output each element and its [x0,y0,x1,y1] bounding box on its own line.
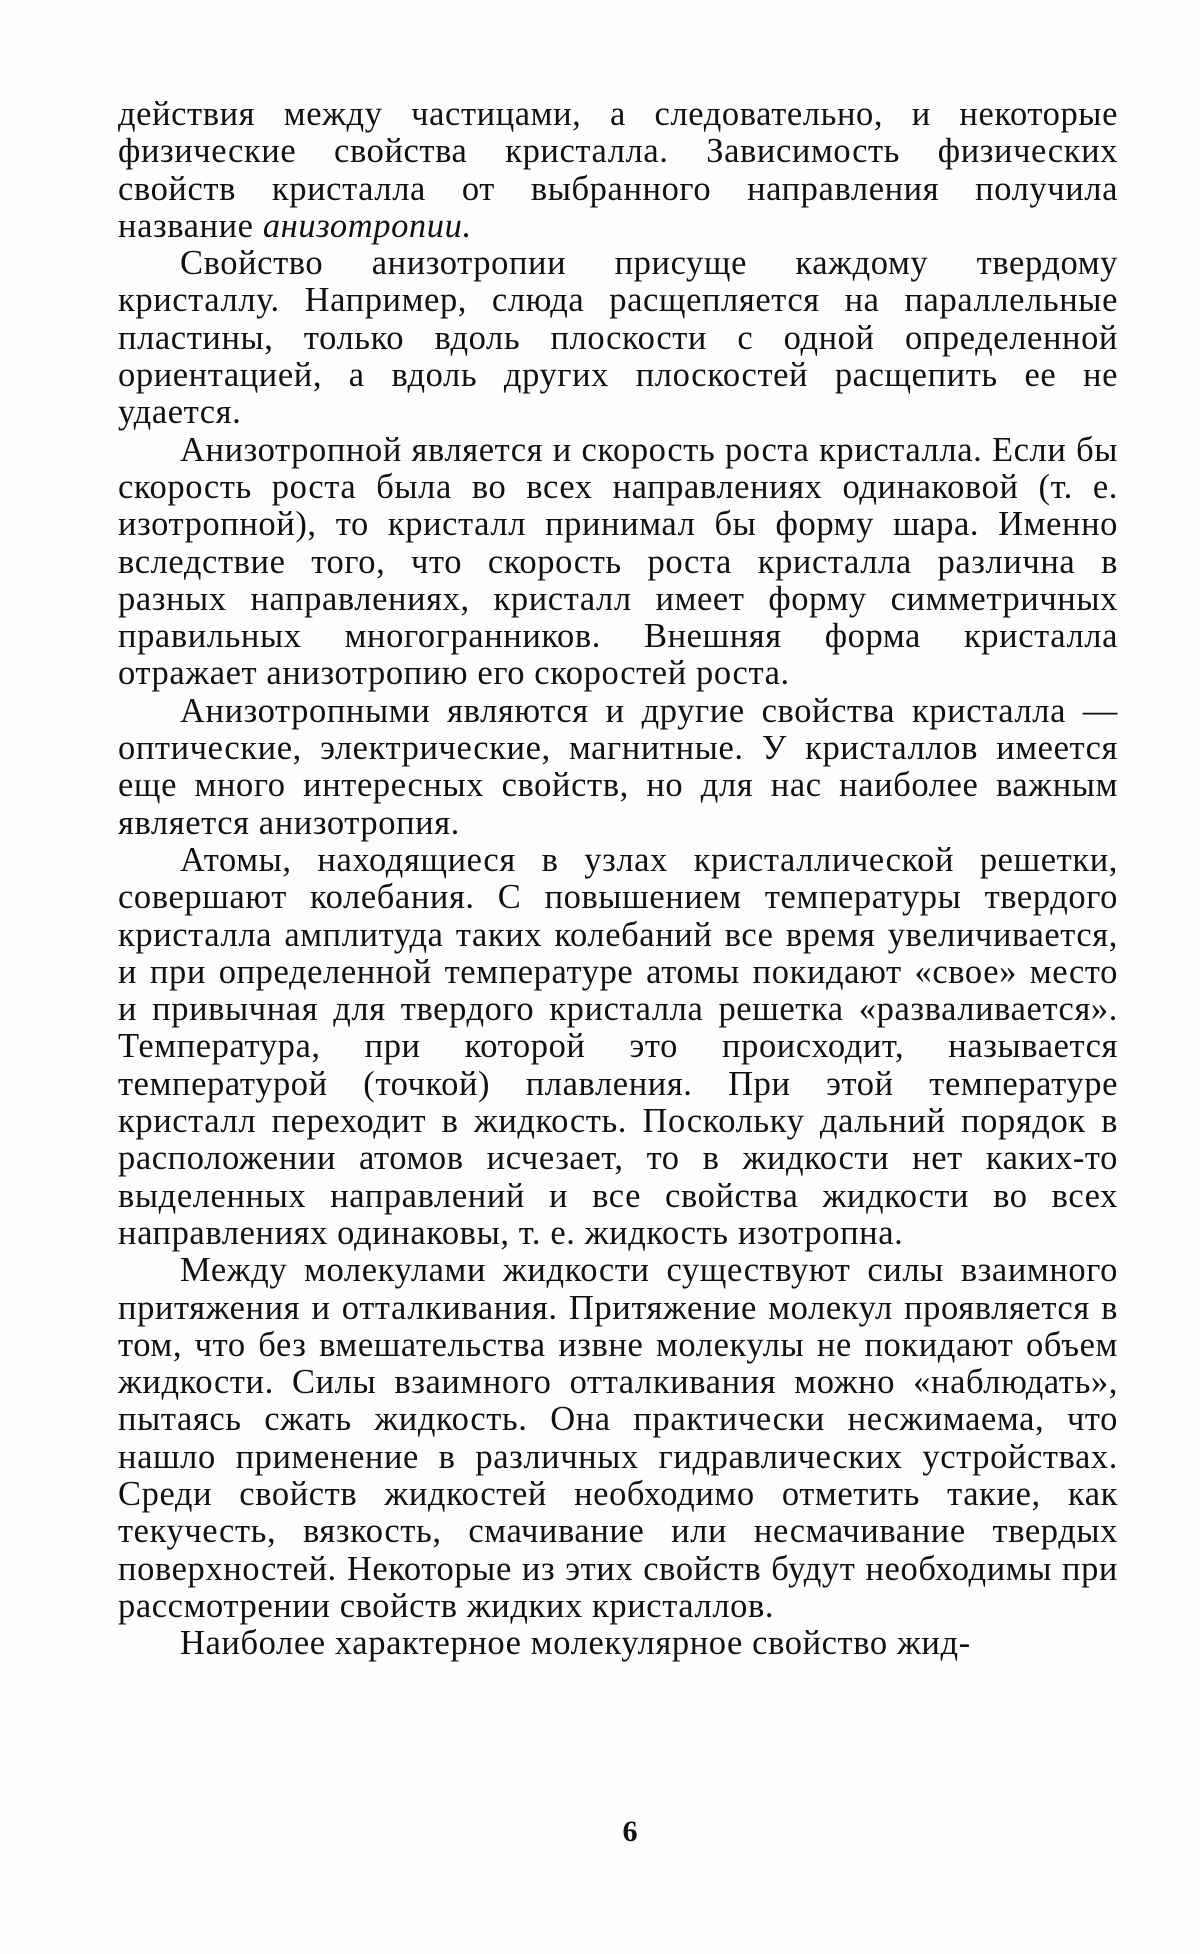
paragraph-7: Наиболее характерное молекулярное свойство жид- [180,1624,971,1663]
term-anisotropy: анизотропии. [262,206,472,245]
paragraph-2: Свойство анизотропии присуще каждому твердому кристаллу. Например, слюда расщепляется на параллельные пластины, только вдоль плоскости с одной определенной ориентацией, а вдоль других плоскостей расщепить ее не удается. [118,244,1118,432]
paragraph-4: Анизотропными являются и другие свойства кристалла — оптические, электрические, магнитные. У кристаллов имеется еще много интересных свойств, но для нас наиболее важным является анизотропия. [118,691,1118,842]
paragraph-5: Атомы, находящиеся в узлах кристаллической решетки, совершают колебания. С повышением температуры твердого кристалла амплитуда таких колебаний все время увеличивается, и при определенной температуре атомы покидают «свое» место и привычная для твердого кристалла решетка «разваливается». Температура, при которой это происходит, называется температурой (точкой) плавления. При этой температуре кристалл переходит в жидкость. Поскольку дальний порядок в расположении атомов исчезает, то в жидкости нет каких-то выделенных направлений и все свойства жидкости во всех направлениях одинаковы, т. е. жидкость изотропна. [118,840,1118,1252]
body-text [118,96,1118,1662]
paragraph-1-text: действия между частицами, а следовательно, и некоторые физические свойства кристалла. Зависимость физических свойств кристалла от выбранного направления получила название [118,95,1118,245]
paragraph-3: Анизотропной является и скорость роста кристалла. Если бы скорость роста была во всех направлениях одинаковой (т. е. изотропной), то кристалл принимал бы форму шара. Именно вследствие того, что скорость роста кристалла различна в разных направлениях, кристалл имеет форму симметричных правильных многогранников. Внешняя форма кристалла отражает анизотропию его скоростей роста. [118,430,1118,693]
paragraph-1 [118,96,1118,245]
paragraph-6: Между молекулами жидкости существуют силы взаимного притяжения и отталкивания. Притяжение молекул проявляется в том, что без вмешательства извне молекулы не покидают объем жидкости. Силы взаимного отталкивания можно «наблюдать», пытаясь сжать жидкость. Она практически несжимаема, что нашло применение в различных гидравлических устройствах. Среди свойств жидкостей необходимо отметить такие, как текучесть, вязкость, смачивание или несмачивание твердых поверхностей. Некоторые из этих свойств будут необходимы при рассмотрении свойств жидких кристаллов. [118,1251,1118,1625]
page-number: 6 [622,1815,638,1848]
